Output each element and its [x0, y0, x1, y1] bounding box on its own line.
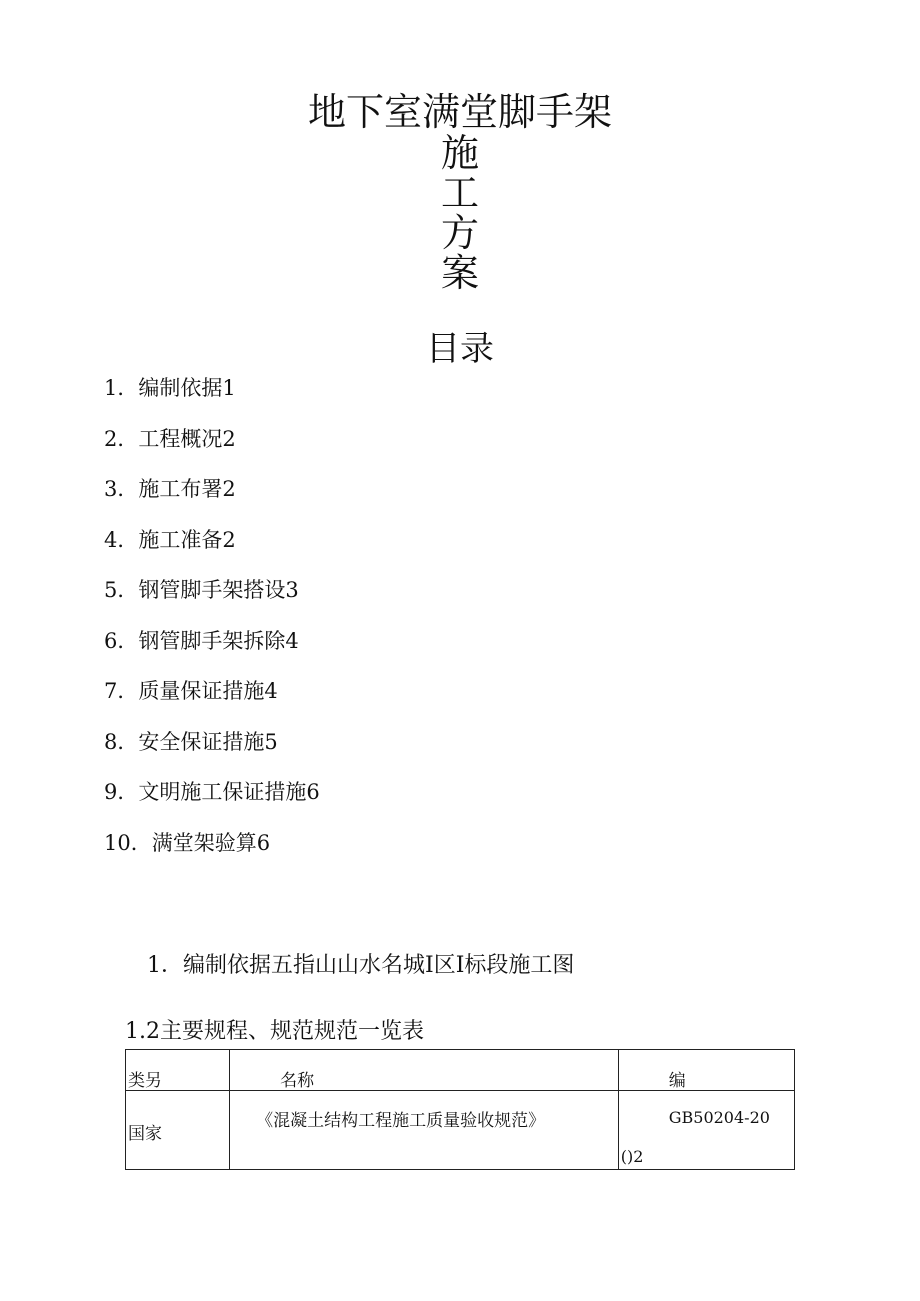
cell-name — [230, 1091, 619, 1170]
toc-item-2: 2．工程概况2 — [104, 427, 236, 451]
header-category — [126, 1050, 230, 1091]
standards-table — [125, 1049, 795, 1170]
title-char-3: 方 — [440, 211, 479, 255]
toc-item-9: 9．文明施工保证措施6 — [104, 780, 320, 804]
cell-name-text: 《混凝土结构工程施工质量验收规范》 — [256, 1111, 546, 1131]
cell-category-text: 国家 — [128, 1124, 162, 1144]
toc-item-8: 8．安全保证措施5 — [104, 730, 278, 754]
cell-code-line1: GB50204-20 — [668, 1108, 770, 1127]
subsection-heading: 1.2主要规程、规范规范一览表 — [125, 1019, 424, 1044]
title-char-4: 案 — [440, 251, 479, 295]
toc-item-10: 10．满堂架验算6 — [104, 831, 271, 855]
toc-item-1: 1．编制依据1 — [104, 376, 236, 400]
header-category-label: 类另 — [128, 1071, 162, 1091]
cell-code-line2: ()2 — [620, 1147, 644, 1166]
section-heading: 1．编制依据五指山山水名城I区I标段施工图 — [147, 953, 575, 978]
header-name-label: 名称 — [280, 1071, 315, 1091]
header-name — [230, 1050, 619, 1091]
header-code — [618, 1050, 794, 1091]
cell-code — [618, 1091, 794, 1170]
toc-item-6: 6．钢管脚手架拆除4 — [104, 629, 299, 653]
header-code-label: 编 — [668, 1071, 686, 1091]
toc-item-7: 7．质量保证措施4 — [104, 679, 278, 703]
table-header-row — [126, 1050, 795, 1091]
document-title: 地下室满堂脚手架 — [307, 90, 612, 134]
cell-category — [126, 1091, 230, 1170]
toc-item-4: 4．施工准备2 — [104, 528, 236, 552]
title-char-2: 工 — [440, 171, 479, 215]
title-char-1: 施 — [440, 131, 479, 175]
table-row — [126, 1091, 795, 1170]
toc-item-3: 3．施工布署2 — [104, 477, 236, 501]
toc-item-5: 5．钢管脚手架搭设3 — [104, 578, 299, 602]
toc-heading: 目录 — [426, 329, 494, 369]
